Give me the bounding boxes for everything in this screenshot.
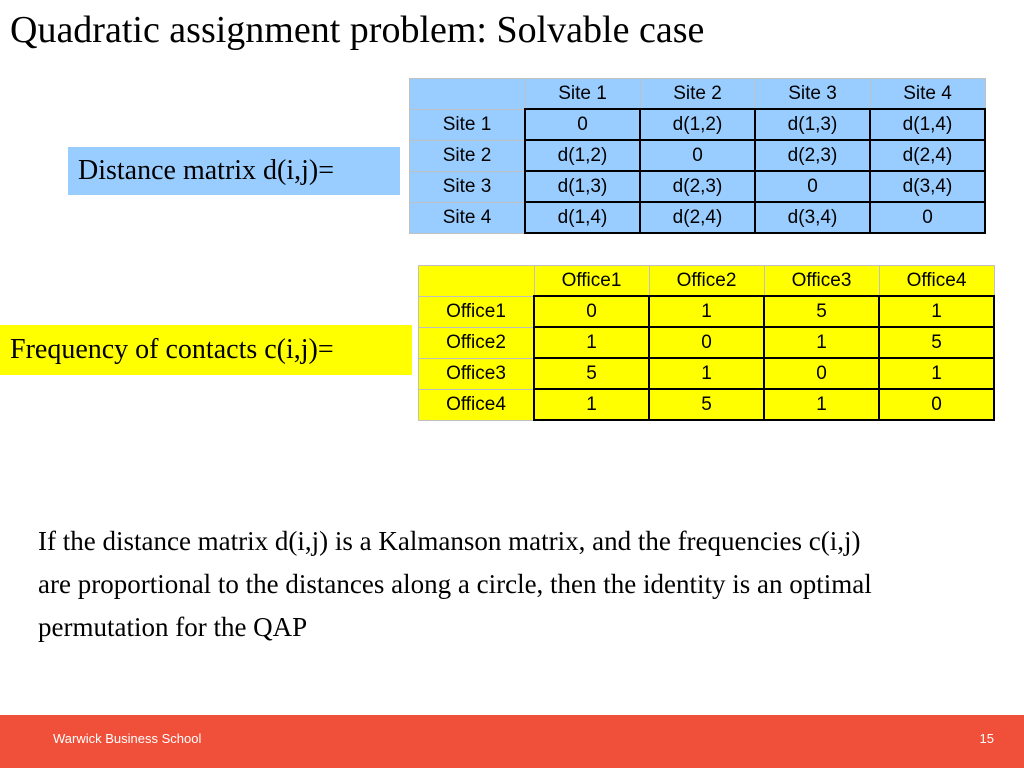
table-cell: d(2,3) (755, 140, 870, 171)
table-cell: d(1,4) (525, 202, 640, 233)
table-cell: 0 (534, 296, 649, 327)
table-row (419, 358, 995, 389)
table-cell: 0 (764, 358, 879, 389)
row-header: Site 1 (410, 109, 526, 140)
distance-matrix-label: Distance matrix d(i,j)= (68, 147, 400, 195)
table-cell: 5 (649, 389, 764, 420)
table-cell: 1 (649, 296, 764, 327)
column-header: Site 3 (755, 79, 870, 110)
row-header: Office1 (419, 296, 535, 327)
table-cell: d(1,2) (640, 109, 755, 140)
table-row (410, 140, 986, 171)
table-cell: 0 (755, 171, 870, 202)
table-row (419, 296, 995, 327)
table-cell: 0 (870, 202, 985, 233)
table-cell: 0 (649, 327, 764, 358)
column-header: Site 2 (640, 79, 755, 110)
table-row (419, 327, 995, 358)
column-header: Site 4 (870, 79, 985, 110)
frequency-matrix-label: Frequency of contacts c(i,j)= (0, 325, 412, 375)
table-cell: 5 (879, 327, 994, 358)
slide-title: Quadratic assignment problem: Solvable case (10, 9, 705, 51)
table-cell: d(3,4) (755, 202, 870, 233)
row-header: Office4 (419, 389, 535, 420)
column-header: Office4 (879, 266, 994, 297)
table-cell: d(1,3) (525, 171, 640, 202)
table-cell: d(2,4) (870, 140, 985, 171)
row-header: Office2 (419, 327, 535, 358)
table-header-row (410, 79, 986, 110)
column-header: Office2 (649, 266, 764, 297)
table-cell: 1 (534, 327, 649, 358)
column-header: Office3 (764, 266, 879, 297)
table-cell: 0 (640, 140, 755, 171)
table-cell: 1 (534, 389, 649, 420)
table-cell: 1 (764, 327, 879, 358)
table-cell: 1 (649, 358, 764, 389)
column-header: Office1 (534, 266, 649, 297)
table-cell: d(1,2) (525, 140, 640, 171)
table-cell: d(2,3) (640, 171, 755, 202)
table-corner-cell (410, 79, 526, 110)
table-cell: 5 (764, 296, 879, 327)
table-row (410, 171, 986, 202)
slide-number: 15 (979, 731, 994, 746)
table-corner-cell (419, 266, 535, 297)
row-header: Site 2 (410, 140, 526, 171)
theorem-text: If the distance matrix d(i,j) is a Kalmanson matrix, and the frequencies c(i,j) are proportional to the distances along a circle, then the identity is an optimal permutation for the QAP (38, 526, 872, 642)
table-cell: 0 (525, 109, 640, 140)
table-cell: 5 (534, 358, 649, 389)
footer-school-name: Warwick Business School (53, 731, 202, 746)
table-cell: d(1,4) (870, 109, 985, 140)
row-header: Site 4 (410, 202, 526, 233)
table-header-row (419, 266, 995, 297)
table-cell: 1 (764, 389, 879, 420)
table-cell: d(1,3) (755, 109, 870, 140)
row-header: Office3 (419, 358, 535, 389)
distance-matrix-table (409, 78, 986, 234)
table-row (410, 202, 986, 233)
table-cell: 1 (879, 296, 994, 327)
frequency-matrix-table (418, 265, 995, 421)
column-header: Site 1 (525, 79, 640, 110)
table-row (410, 109, 986, 140)
table-cell: 0 (879, 389, 994, 420)
table-cell: d(2,4) (640, 202, 755, 233)
row-header: Site 3 (410, 171, 526, 202)
table-cell: d(3,4) (870, 171, 985, 202)
table-cell: 1 (879, 358, 994, 389)
table-row (419, 389, 995, 420)
footer-bar (0, 715, 1024, 768)
